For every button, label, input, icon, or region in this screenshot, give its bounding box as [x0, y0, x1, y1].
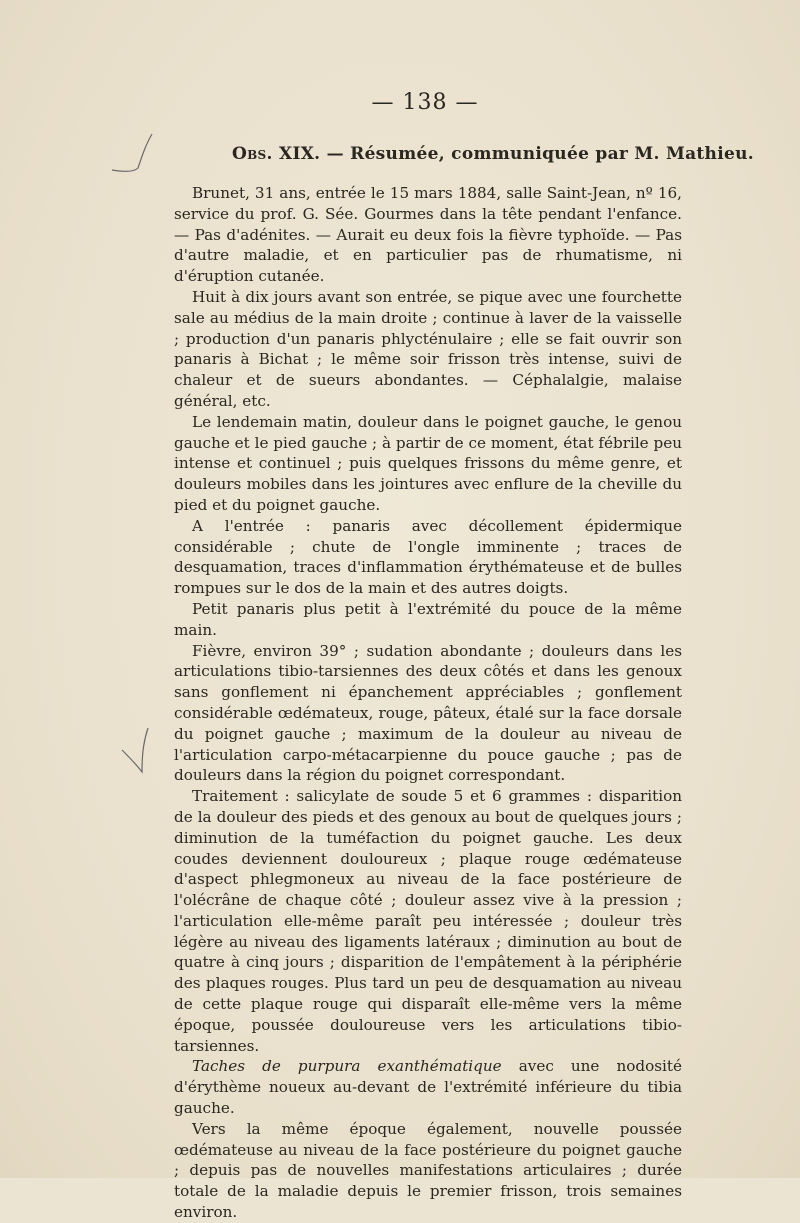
paragraph: Petit panaris plus petit à l'extrémité du pouce de la même main. — [174, 599, 682, 639]
paragraph: A l'entrée : panaris avec décollement épidermique considérable ; chute de l'ongle imminente ; traces de desquamation, traces d'inflammation érythémateuse et de bulles rompues sur le dos de la main et des autres doigts. — [174, 516, 682, 598]
page-number: — 138 — — [371, 90, 479, 115]
paragraph: Huit à dix jours avant son entrée, se pique avec une fourchette sale au médius de la main droite ; continue à laver de la vaisselle ; production d'un panaris phlycténulaire ; elle se fait ouvrir son panaris à Bichat ; le même soir frisson très intense, suivi de chaleur et de sueurs abondantes. — Céphalalgie, malaise général, etc. — [174, 287, 682, 410]
paragraph: Le lendemain matin, douleur dans le poignet gauche, le genou gauche et le pied gauche ; à partir de ce moment, état fébrile peu intense et continuel ; puis quelques frissons du même genre, et douleurs mobiles dans les jointures avec enflure de la cheville du pied et du poignet gauche. — [174, 412, 682, 514]
margin-pencil-mark-middle — [118, 726, 158, 778]
paragraph: Traitement : salicylate de soude 5 et 6 grammes : disparition de la douleur des pieds et des genoux au bout de quelques jours ; diminution de la tuméfaction du poignet gauche. Les deux coudes deviennent douloureux ; plaque rouge œdémateuse d'aspect phlegmoneux au niveau de la face postérieure de l'olécrâne de chaque côté ; douleur assez vive à la pression ; l'articulation elle-même paraît peu intéressée ; douleur très légère au niveau des ligaments latéraux ; diminution au bout de quatre à cinq jours ; disparition de l'empâtement à la périphérie des plaques rouges. Plus tard un peu de desquamation au niveau de cette plaque rouge qui disparaît elle-même vers la même époque, poussée douloureuse vers les articulations tibio-tarsiennes. — [174, 787, 682, 1055]
paragraph: Brunet, 31 ans, entrée le 15 mars 1884, salle Saint-Jean, nº 16, service du prof. G. Sée. Gourmes dans la tête pendant l'enfance. — Pas d'adénites. — Aurait eu deux fois la fièvre typhoïde. — Pas d'autre maladie, et en particulier pas de rhumatisme, ni d'éruption cutanée. — [174, 184, 682, 286]
purpura-italic-lead: Taches de purpura exanthématique — [192, 1057, 502, 1076]
purpura-paragraph — [174, 1056, 682, 1118]
observation-body — [174, 183, 682, 1223]
final-paragraph: Vers la même époque également, nouvelle poussée œdémateuse au niveau de la face postérieure du poignet gauche ; depuis pas de nouvelles manifestations articulaires ; durée totale de la maladie depuis le premier frisson, trois semaines environ. — [174, 1119, 682, 1222]
observation-title — [232, 144, 754, 164]
observation-title-text: — Résumée, communiquée par M. Mathieu. — [326, 144, 754, 164]
margin-pencil-mark-top — [108, 130, 158, 180]
observation-label: Obs. XIX. — [232, 144, 321, 164]
purpura-paragraph-rest: avec une nodosité d'érythème noueux au-devant de l'extrémité inférieure du tibia gauche. — [174, 1057, 682, 1118]
paragraph: Fièvre, environ 39° ; sudation abondante ; douleurs dans les articulations tibio-tarsiennes des deux côtés et dans les genoux sans gonflement ni épanchement appréciables ; gonflement considérable œdémateux, rouge, pâteux, étalé sur la face dorsale du poignet gauche ; maximum de la douleur au niveau de l'articulation carpo-métacarpienne du pouce gauche ; pas de douleurs dans la région du poignet correspondant. — [174, 641, 682, 785]
